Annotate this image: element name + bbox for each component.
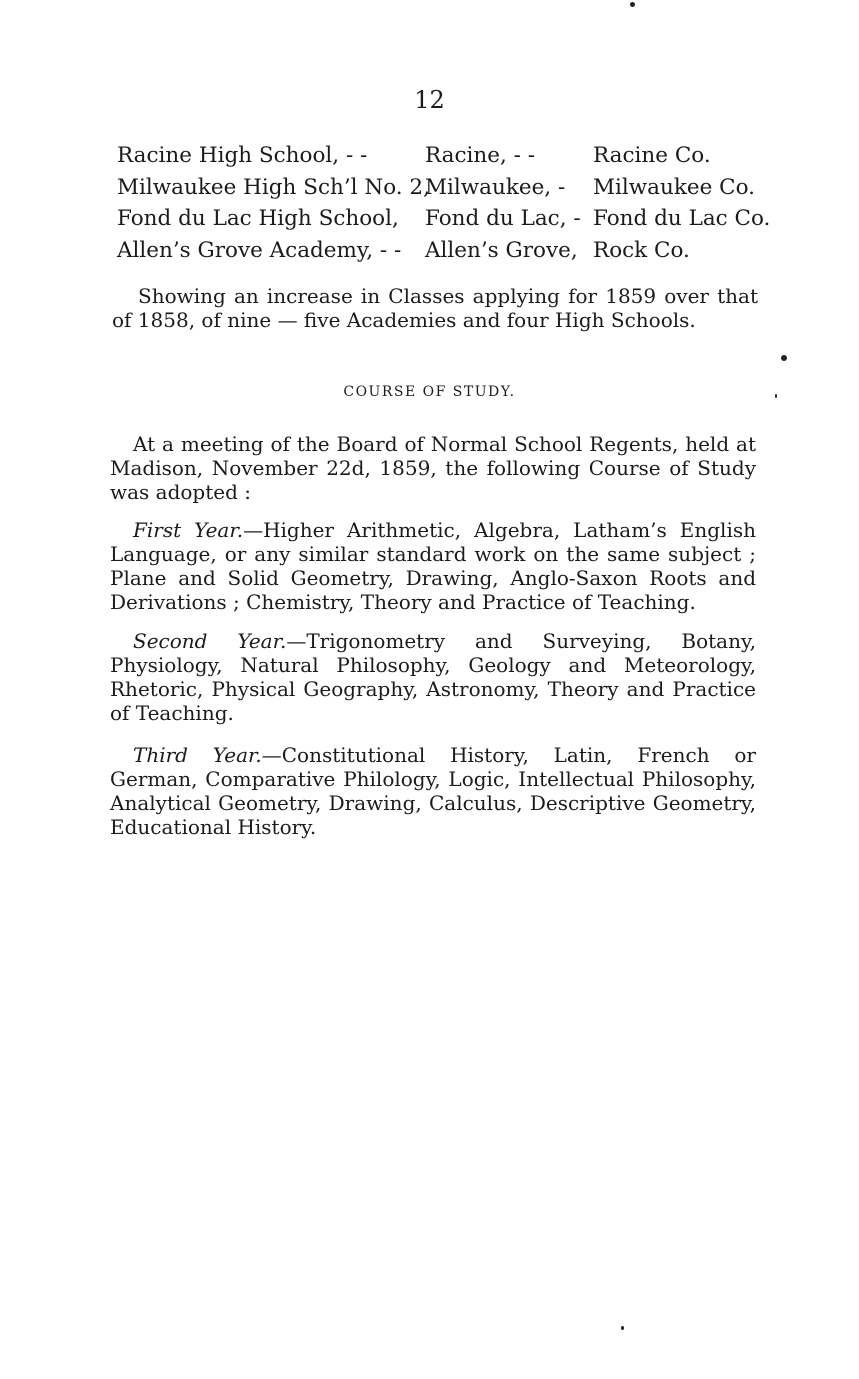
ink-speck xyxy=(775,394,777,398)
page-number: 12 xyxy=(414,86,445,114)
school-name: Racine High School, - - xyxy=(117,143,368,169)
school-city: Milwaukee, - xyxy=(425,174,566,200)
school-county: Fond du Lac Co. xyxy=(593,206,771,232)
second-year-paragraph xyxy=(110,629,756,725)
school-row xyxy=(117,140,767,172)
school-row xyxy=(117,203,771,235)
school-name: Milwaukee High Sch’l No. 2, xyxy=(117,174,430,200)
school-county: Rock Co. xyxy=(593,237,690,263)
year-courses: —Trigonometry and Surveying, Botany, Physiology, Natural Philosophy, Geology and Meteorology, Rhetoric, Physical Geography, Astronomy, Theory and Practice of Teaching. xyxy=(110,629,756,725)
school-city: Fond du Lac, - xyxy=(425,206,581,232)
ink-speck xyxy=(621,1326,624,1330)
school-name: Allen’s Grove Academy, - - xyxy=(117,237,402,263)
section-heading: COURSE OF STUDY. xyxy=(343,384,516,400)
ink-speck xyxy=(781,355,787,361)
school-name: Fond du Lac High School, xyxy=(117,206,399,232)
school-county: Racine Co. xyxy=(593,143,711,169)
year-label: Second Year. xyxy=(133,629,287,653)
ink-speck xyxy=(630,2,635,7)
year-courses: —Constitutional History, Latin, French or German, Comparative Philology, Logic, Intellectual Philosophy, Analytical Geometry, Drawing, Calculus, Descriptive Geometry, Educational History. xyxy=(110,743,756,839)
school-city: Racine, - - xyxy=(425,143,536,169)
third-year-paragraph xyxy=(110,743,756,839)
meeting-paragraph: At a meeting of the Board of Normal School Regents, held at Madison, November 22d, 1859, the following Course of Study was adopted : xyxy=(110,432,756,504)
school-city: Allen’s Grove, xyxy=(425,237,578,263)
school-list xyxy=(117,140,771,266)
year-label: Third Year. xyxy=(133,743,262,767)
school-row xyxy=(117,235,767,267)
school-county: Milwaukee Co. xyxy=(593,174,755,200)
school-row xyxy=(117,172,767,204)
year-label: First Year. xyxy=(133,518,244,542)
increase-paragraph: Showing an increase in Classes applying for 1859 over that of 1858, of nine — five Academies and four High Schools. xyxy=(112,284,758,332)
year-courses: —Higher Arithmetic, Algebra, Latham’s English Language, or any similar standard work on the same subject ; Plane and Solid Geometry, Drawing, Anglo-Saxon Roots and Derivations ; Chemistry, Theory and Practice of Teaching. xyxy=(110,518,756,614)
first-year-paragraph xyxy=(110,518,756,614)
